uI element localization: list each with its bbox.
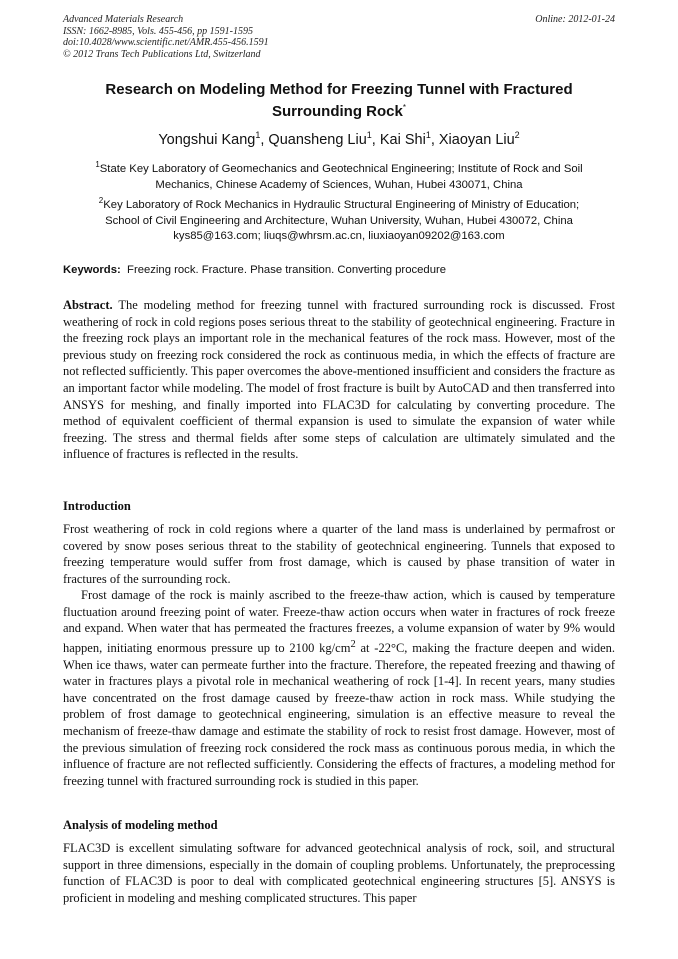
affiliation-2 <box>63 193 615 229</box>
author-name: Kai Shi <box>379 131 426 148</box>
journal-name: Advanced Materials Research <box>63 14 184 25</box>
author-name: Xiaoyan Liu <box>438 131 515 148</box>
author-affiliation-mark: 1 <box>425 130 431 140</box>
author-affiliation-mark: 1 <box>255 130 261 140</box>
affiliation-number: 2 <box>98 196 104 205</box>
abstract <box>63 297 615 463</box>
keywords-text: Freezing rock. Fracture. Phase transition. Converting procedure <box>127 264 447 276</box>
affiliation-line: Key Laboratory of Rock Mechanics in Hydraulic Structural Engineering of Ministry of Education; <box>103 198 580 211</box>
affiliation-line: State Key Laboratory of Geomechanics and Geotechnical Engineering; Institute of Rock and Soil <box>99 162 583 175</box>
paper-title <box>63 81 615 121</box>
affiliation-line: School of Civil Engineering and Architecture, Wuhan University, Wuhan, Hubei 430072, China <box>105 214 573 227</box>
abstract-text: The modeling method for freezing tunnel with fractured surrounding rock is discussed. Frost weathering of rock in cold regions poses serious threat to the stability of geotechnical engineering. Fracture in the freezing rock plays an important role in the mechanical features of the rock mass. However, most of the previous study on freezing rock considered the rock as continuous media, in which the effects of fracture are not reflected sufficiently. This paper overcomes the above-mentioned insufficient and considers the fracture as an important factor while modeling. The model of frost fracture is built by AutoCAD and then transferred into ANSYS for meshing, and finally imported into FLAC3D for calculating by converting procedure. The method of equivalent coefficient of thermal expansion is used to simulate the expansion of water while freezing. The stress and thermal fields after some steps of calculation are ultimately simulated and the influence of fractures is reflected in the results. <box>63 298 615 462</box>
author-affiliation-mark: 2 <box>514 130 520 140</box>
online-date: Online: 2012-01-24 <box>535 14 615 25</box>
title-footnote-mark: * <box>402 103 406 112</box>
superscript: 2 <box>350 638 356 650</box>
abstract-label: Abstract. <box>63 298 113 312</box>
title-line-2 <box>63 99 615 121</box>
affiliation-number: 1 <box>95 160 100 169</box>
journal-header <box>63 14 615 60</box>
affiliation-line: Mechanics, Chinese Academy of Sciences, Wuhan, Hubei 430071, China <box>155 178 523 191</box>
keywords <box>63 264 615 276</box>
introduction-paragraph-2: Frost damage of the rock is mainly ascribed to the freeze-thaw action, which is caused by temperature fluctuation around freezing point of water. Freeze-thaw action occurs when water in fractures of rock freeze and expand. When water that has permeated the fractures freezes, a volume expansion of water by 9% would happen, initiating enormous pressure up to 2100 $kg/cm^2$ at -22°C, making the fracture deepen and widen. When ice thaws, water can permeate further into the fracture. Therefore, the repeated freezing and thawing of water in fractures plays a pivotal role in mechanical weathering of rock [1-4]. In recent years, many studies have concentrated on the frost damage caused by freeze-thaw action in rock mass. While studying the problem of frost damage to geotechnical engineering, simulation is an effective measure to reveal the mechanism of freeze-thaw damage and estimate the stability of rock to resist frost damage. However, most of the previous simulation of freezing rock considered the rock mass as continuous porous media, in which the influence of fracture are not reflected sufficiently. Considering the effects of fractures, a modeling method for freezing tunnel with fractured surrounding rock is studied in this paper. <box>63 588 615 788</box>
author-name: Quansheng Liu <box>268 131 367 148</box>
section-heading-analysis: Analysis of modeling method <box>63 818 218 832</box>
introduction-paragraph-1: Frost weathering of rock in cold regions where a quarter of the land mass is underlained by permafrost or covered by snow poses serious threat to the stability of geotechnical engineering. Tunnels that exposed to freezing temperature would suffer from frost damage, which is caused by phase transition of water in fractures of the surrounding rock. <box>63 522 615 586</box>
section-heading-introduction: Introduction <box>63 499 131 513</box>
keywords-label: Keywords: <box>63 264 121 276</box>
title-line-1: Research on Modeling Method for Freezing Tunnel with Fractured <box>105 81 573 98</box>
affiliation-1 <box>63 157 615 193</box>
analysis-paragraph-1: FLAC3D is excellent simulating software for advanced geotechnical analysis of rock, soil, and structural support in three dimensions, especially in the domain of coupling problems. Unfortunately, the preprocessing function of FLAC3D is poor to deal with complicated geotechnical engineering structures [5]. ANSYS is proficient in modeling and meshing complicated structures. This paper <box>63 841 615 905</box>
author-list: Yongshui Kang$^1$, Quansheng Liu$^1$, Kai Shi$^1$, Xiaoyan Liu$^2$ <box>158 130 520 148</box>
journal-copyright: © 2012 Trans Tech Publications Ltd, Switzerland <box>63 48 261 60</box>
journal-issn: ISSN: 1662-8985, Vols. 455-456, pp 1591-1595 <box>63 25 253 37</box>
title-line-2-text: Surrounding Rock <box>272 103 403 120</box>
author-emails[interactable]: kys85@163.com; liuqs@whrsm.ac.cn, liuxiaoyan09202@163.com <box>173 230 505 242</box>
journal-doi[interactable]: doi:10.4028/www.scientific.net/AMR.455-456.1591 <box>63 37 269 48</box>
author-affiliation-mark: 1 <box>366 130 372 140</box>
author-name: Yongshui Kang <box>158 131 256 148</box>
